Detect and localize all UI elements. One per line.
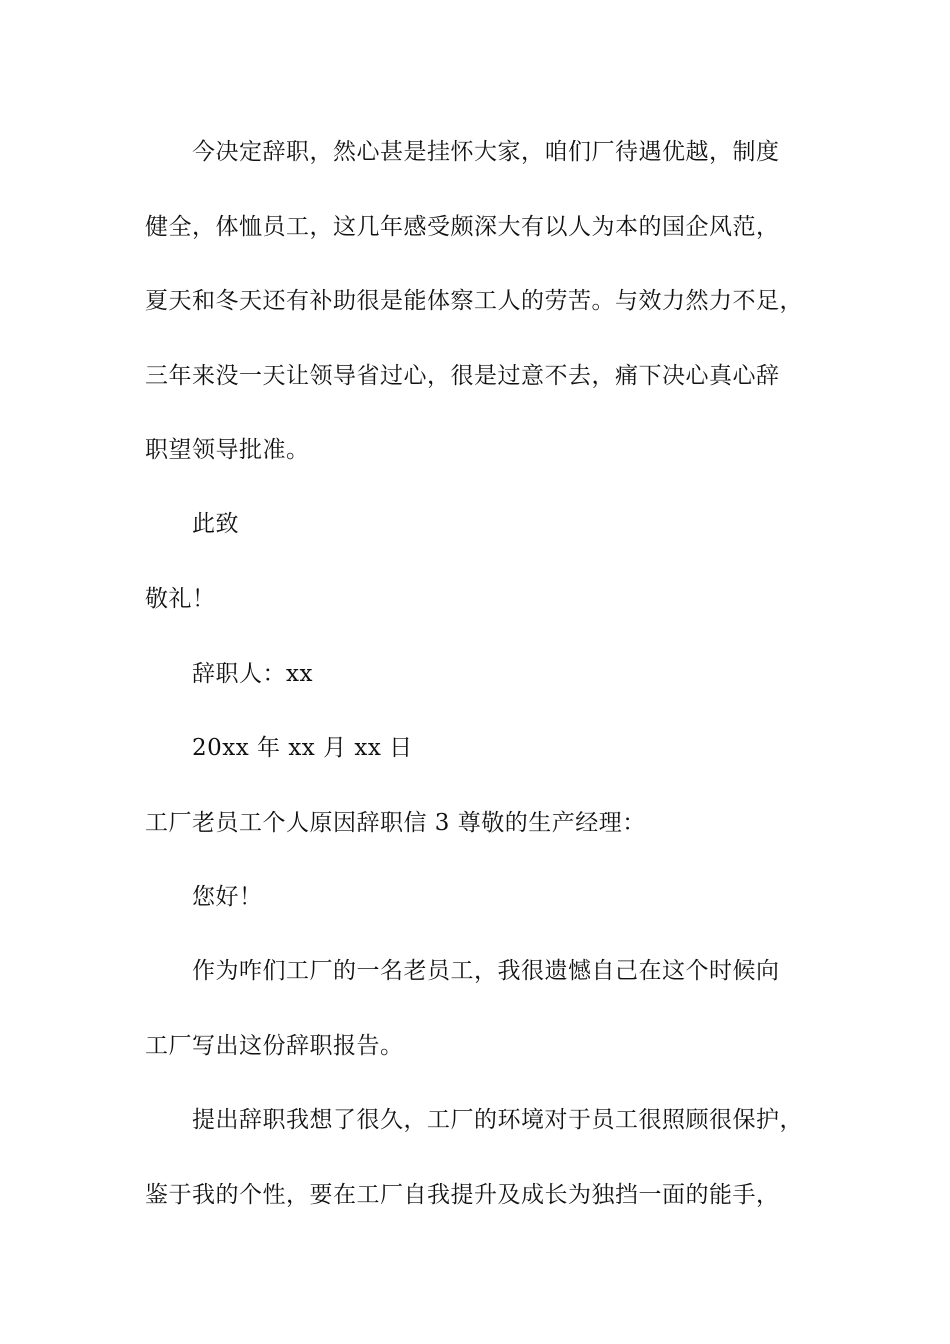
paragraph-line: 鉴于我的个性，要在工厂自我提升及成长为独挡一面的能手， [145, 1182, 780, 1208]
paragraph-line: 作为咋们工厂的一名老员工，我很遗憾自己在这个时候向 [192, 958, 780, 984]
paragraph-line: 三年来没一天让领导省过心，很是过意不去，痛下决心真心辞 [145, 363, 780, 389]
paragraph-line: 今决定辞职，然心甚是挂怀大家，咱们厂待遇优越，制度 [192, 139, 780, 165]
paragraph-line: 夏天和冬天还有补助很是能体察工人的劳苦。与效力然力不足， [145, 288, 803, 314]
greeting: 您好！ [192, 884, 263, 910]
paragraph-line: 职望领导批准。 [145, 437, 310, 463]
date-line: 20xx 年 xx 月 xx 日 [192, 735, 413, 761]
paragraph-line: 工厂写出这份辞职报告。 [145, 1033, 404, 1059]
salutation-closing: 敬礼！ [145, 586, 216, 612]
paragraph-line: 健全，体恤员工，这几年感受颇深大有以人为本的国企风范， [145, 214, 780, 240]
section-heading: 工厂老员工个人原因辞职信 3 尊敬的生产经理： [145, 810, 646, 836]
closing-phrase: 此致 [192, 511, 239, 537]
paragraph-line: 提出辞职我想了很久，工厂的环境对于员工很照顾很保护， [192, 1107, 803, 1133]
signature-line: 辞职人：xx [192, 661, 313, 687]
